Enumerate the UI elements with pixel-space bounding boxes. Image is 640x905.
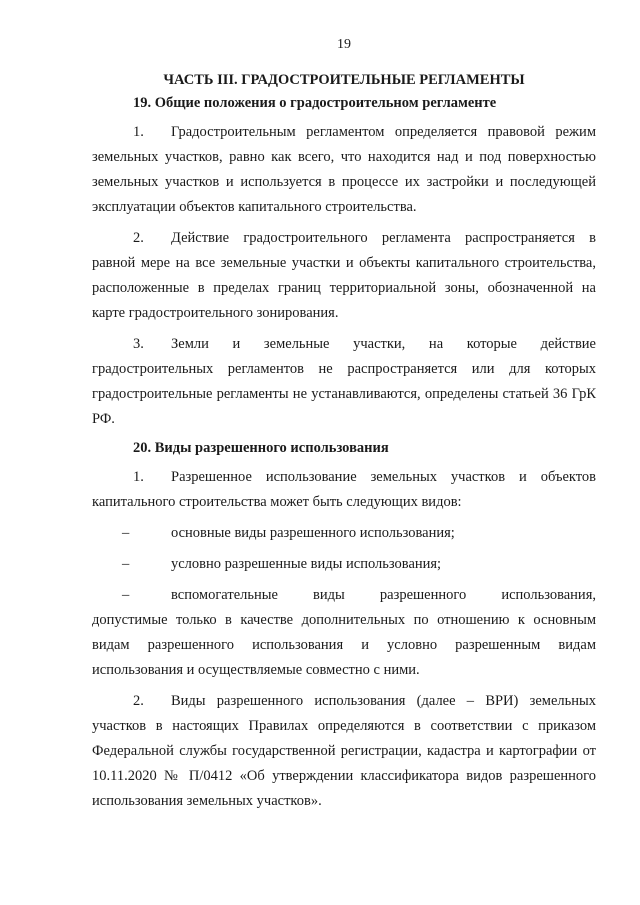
paragraph-20-2	[92, 689, 596, 814]
paragraph-number: 2.	[133, 693, 144, 709]
paragraph-text: Действие градостроительного регламента распространяется в равной мере на все земельные участки и объекты капитального строительства, расположенные в пределах границ территориальной зоны, обозначенной на карте градостроительного зонирования.	[92, 230, 596, 321]
paragraph-19-3	[92, 332, 596, 432]
section-title-20: 20. Виды разрешенного использования	[133, 440, 389, 456]
list-dash: –	[122, 525, 130, 541]
paragraph-text: Градостроительным регламентом определяется правовой режим земельных участков, равно как всего, что находится над и под поверхностью земельных участков и используется в процессе их застройки и последующей эксплуатации объектов капитального строительства.	[92, 124, 596, 215]
paragraph-text: Разрешенное использование земельных участков и объектов капитального строительства может быть следующих видов:	[92, 469, 596, 510]
paragraph-number: 3.	[133, 336, 144, 352]
paragraph-text: Виды разрешенного использования (далее – ВРИ) земельных участков в настоящих Правилах определяются в соответствии с приказом Федеральной службы государственной регистрации, кадастра и картографии от 10.11.2020 № П/0412 «Об утверждении классификатора видов разрешенного использования земельных участков».	[92, 693, 596, 809]
paragraph-19-1	[92, 120, 596, 220]
document-page	[92, 36, 596, 820]
list-item-text: основные виды разрешенного использования;	[171, 525, 455, 541]
list-dash: –	[122, 587, 130, 603]
paragraph-text: Земли и земельные участки, на которые действие градостроительных регламентов не распространяется или для которых градостроительные регламенты не устанавливаются, определены статьей 36 ГрК РФ.	[92, 336, 596, 427]
paragraph-number: 1.	[133, 469, 144, 485]
list-item	[92, 552, 596, 577]
part-title: ЧАСТЬ III. ГРАДОСТРОИТЕЛЬНЫЕ РЕГЛАМЕНТЫ	[163, 72, 525, 88]
list-item-text: вспомогательные виды разрешенного использования,	[171, 587, 596, 603]
paragraph-number: 1.	[133, 124, 144, 140]
paragraph-19-2	[92, 226, 596, 326]
list-item	[92, 583, 596, 608]
section-title-19: 19. Общие положения о градостроительном регламенте	[133, 95, 497, 111]
paragraph-number: 2.	[133, 230, 144, 246]
paragraph-20-1	[92, 465, 596, 515]
list-item	[92, 521, 596, 546]
list-item-text: условно разрешенные виды использования;	[171, 556, 442, 572]
list-continuation: допустимые только в качестве дополнительных по отношению к основным видам разрешенного использования и условно разрешенным видам использования и осуществляемые совместно с ними.	[92, 612, 596, 678]
page-number: 19	[337, 37, 351, 52]
list-dash: –	[122, 556, 130, 572]
